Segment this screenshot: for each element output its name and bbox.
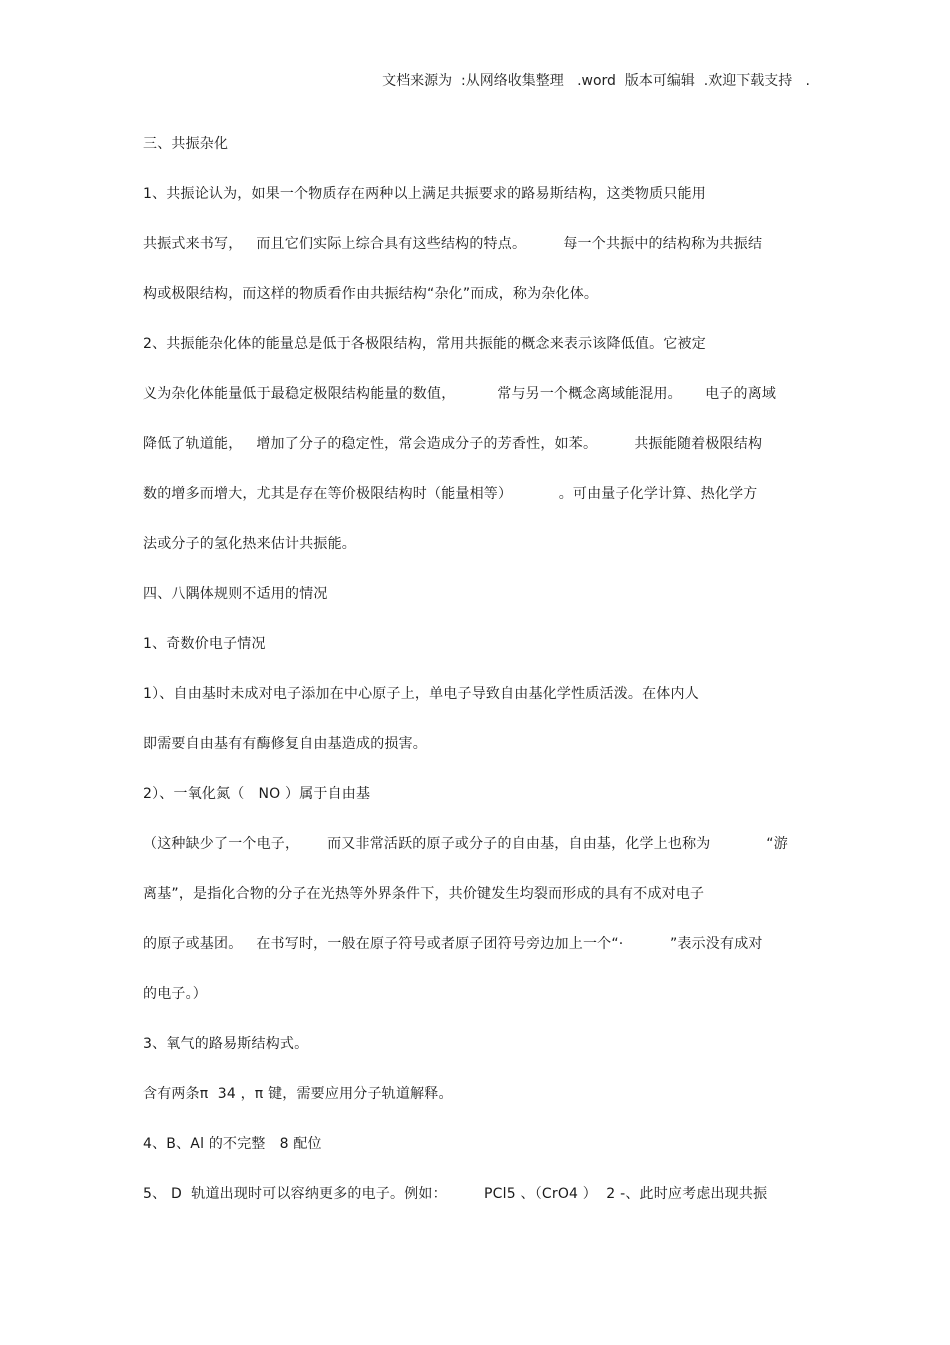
section-heading-octet-exceptions: 四、八隅体规则不适用的情况 [143, 586, 328, 602]
body-line: 的电子。） [143, 986, 207, 1002]
body-line: 2、共振能杂化体的能量总是低于各极限结构，常用共振能的概念来表示该降低值。它被定 [143, 336, 706, 352]
body-line: 1、奇数价电子情况 [143, 636, 266, 652]
body-line: 5、 D 轨道出现时可以容纳更多的电子。例如： PCl5 、（CrO4 ） 2 -、此时应考虑出现共振 [143, 1186, 768, 1202]
body-line: 的原子或基团。 在书写时，一般在原子符号或者原子团符号旁边加上一个“· ”表示没有成对 [143, 936, 763, 952]
body-line: 义为杂化体能量低于最稳定极限结构能量的数值， 常与另一个概念离域能混用。 电子的离域 [143, 386, 777, 402]
body-line: 构或极限结构，而这样的物质看作由共振结构“杂化”而成，称为杂化体。 [143, 286, 599, 302]
body-line: 法或分子的氢化热来估计共振能。 [143, 536, 356, 552]
body-line: 1、共振论认为，如果一个物质存在两种以上满足共振要求的路易斯结构，这类物质只能用 [143, 186, 706, 202]
body-line: 1）、自由基时未成对电子添加在中心原子上，单电子导致自由基化学性质活泼。在体内人 [143, 686, 699, 702]
body-line: 数的增多而增大，尤其是存在等价极限结构时（能量相等） 。可由量子化学计算、热化学方 [143, 486, 758, 502]
body-line: 共振式来书写， 而且它们实际上综合具有这些结构的特点。 每一个共振中的结构称为共振结 [143, 236, 763, 252]
body-line: 降低了轨道能， 增加了分子的稳定性，常会造成分子的芳香性，如苯。 共振能随着极限结构 [143, 436, 763, 452]
body-line: 3、氧气的路易斯结构式。 [143, 1036, 309, 1052]
body-line: 离基”，是指化合物的分子在光热等外界条件下，共价键发生均裂而形成的具有不成对电子 [143, 886, 705, 902]
body-line: 4、B、Al 的不完整 8 配位 [143, 1136, 322, 1152]
body-line: （这种缺少了一个电子， 而又非常活跃的原子或分子的自由基，自由基，化学上也称为 “游 [143, 836, 788, 852]
section-heading-resonance-hybrid: 三、共振杂化 [143, 136, 229, 152]
source-note: 文档来源为 :从网络收集整理 .word 版本可编辑 .欢迎下载支持 . [382, 73, 810, 89]
body-line: 2）、一氧化氮（ NO ）属于自由基 [143, 786, 371, 802]
body-line: 即需要自由基有有酶修复自由基造成的损害。 [143, 736, 427, 752]
body-line: 含有两条π 34 ，π 键，需要应用分子轨道解释。 [143, 1086, 453, 1102]
